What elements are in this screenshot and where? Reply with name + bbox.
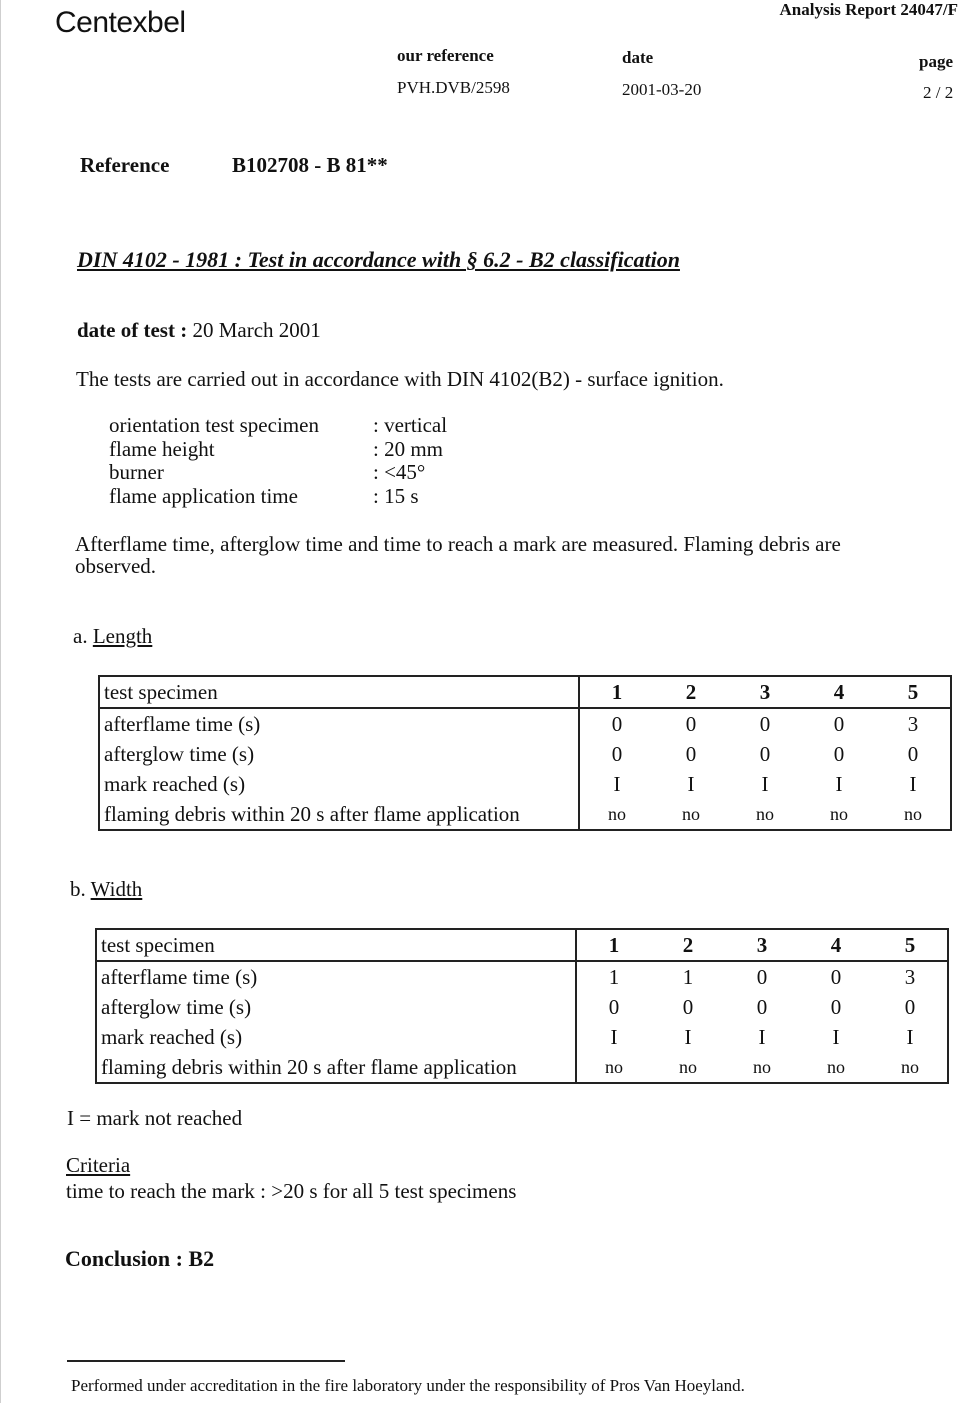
row-label: afterflame time (s) (96, 961, 576, 992)
cell: 0 (756, 965, 768, 989)
test-date-label: date of test : (77, 318, 188, 342)
cell: I (835, 772, 843, 796)
cell: I (613, 772, 621, 796)
date-value: 2001-03-20 (622, 80, 702, 99)
reference-value: B102708 - B 81** (232, 153, 388, 177)
conclusion: Conclusion : B2 (65, 1246, 215, 1271)
cell: no (827, 1057, 845, 1077)
cell: 0 (611, 742, 623, 766)
row-label: afterflame time (s) (99, 708, 579, 739)
cell: no (608, 804, 626, 824)
table-header-row (96, 929, 948, 961)
length-results-table (98, 675, 952, 831)
test-date-value: 20 March 2001 (192, 318, 321, 342)
report-title: Analysis Report 24047/F (779, 0, 958, 19)
section-length-prefix: a. (73, 624, 88, 648)
cell: 0 (682, 995, 694, 1019)
cell: 1 (682, 965, 694, 989)
cell: 0 (833, 712, 845, 736)
header-col: 5 (876, 676, 951, 708)
cell: I (758, 1025, 766, 1049)
cell: no (756, 804, 774, 824)
table-row (96, 961, 948, 992)
cell: 0 (756, 995, 768, 1019)
header-col: 2 (654, 676, 728, 708)
parameter-name: flame application time (109, 484, 298, 508)
header-col: 1 (576, 929, 651, 961)
intro-text: The tests are carried out in accordance with DIN 4102(B2) - surface ignition. (76, 367, 724, 391)
cell: I (610, 1025, 618, 1049)
parameter-name: flame height (109, 437, 215, 461)
cell: 0 (611, 712, 623, 736)
cell: I (906, 1025, 914, 1049)
parameter-row (109, 460, 425, 485)
cell: no (605, 1057, 623, 1077)
cell: no (830, 804, 848, 824)
page-number: 2 / 2 (923, 83, 954, 102)
cell: 0 (685, 712, 697, 736)
company-logo: Centexbel (55, 6, 186, 39)
section-length-heading (73, 624, 152, 649)
section-width-prefix: b. (70, 877, 86, 901)
parameter-value: : <45° (373, 460, 426, 484)
header-col: 3 (725, 929, 799, 961)
cell: no (901, 1057, 919, 1077)
width-results-table (95, 928, 949, 1084)
row-label: flaming debris within 20 s after flame application (99, 799, 579, 830)
legend-note: I = mark not reached (67, 1106, 243, 1130)
row-label: flaming debris within 20 s after flame application (96, 1052, 576, 1083)
row-label: afterglow time (s) (99, 739, 579, 769)
criteria-text: time to reach the mark : >20 s for all 5 test specimens (66, 1179, 517, 1203)
parameter-name: orientation test specimen (109, 413, 319, 437)
cell: 3 (904, 965, 916, 989)
cell: 1 (608, 965, 620, 989)
section-length-title: Length (92, 624, 153, 648)
header-col: 4 (802, 676, 876, 708)
table-row (99, 708, 951, 739)
cell: 0 (759, 712, 771, 736)
cell: 0 (833, 742, 845, 766)
cell: 0 (759, 742, 771, 766)
header-col: 5 (873, 929, 948, 961)
our-reference-label: our reference (397, 46, 494, 65)
page-label: page (919, 52, 953, 71)
measurement-text-line-2: observed. (75, 554, 157, 578)
reference-label: Reference (80, 153, 170, 177)
table-row (96, 1052, 948, 1083)
header-label: test specimen (99, 676, 579, 708)
footer-note: Performed under accreditation in the fire laboratory under the responsibility of Pros Van Hoeyland. (71, 1376, 745, 1395)
parameter-row (109, 413, 447, 438)
section-width-title: Width (90, 877, 143, 901)
table-row (96, 1022, 948, 1052)
row-label: mark reached (s) (99, 769, 579, 799)
row-label: afterglow time (s) (96, 992, 576, 1022)
parameter-value: : 20 mm (373, 437, 444, 461)
cell: 0 (830, 995, 842, 1019)
parameter-name: burner (109, 460, 164, 484)
standard-title: DIN 4102 - 1981 : Test in accordance with § 6.2 - B2 classification (77, 247, 680, 272)
cell: 0 (907, 742, 919, 766)
cell: 0 (685, 742, 697, 766)
criteria-heading: Criteria (66, 1153, 131, 1177)
header-col: 3 (728, 676, 802, 708)
parameter-row (109, 437, 443, 462)
table-row (99, 799, 951, 830)
cell: no (753, 1057, 771, 1077)
cell: I (684, 1025, 692, 1049)
table-row (96, 992, 948, 1022)
section-width-heading (70, 877, 142, 902)
parameter-row (109, 484, 419, 509)
cell: 3 (907, 712, 919, 736)
cell: I (687, 772, 695, 796)
date-label: date (622, 48, 654, 67)
parameter-value: : vertical (373, 413, 448, 437)
cell: 0 (608, 995, 620, 1019)
header-label: test specimen (96, 929, 576, 961)
measurement-text-line-1: Afterflame time, afterglow time and time to reach a mark are measured. Flaming debris are (75, 532, 841, 556)
parameter-value: : 15 s (373, 484, 419, 508)
row-label: mark reached (s) (96, 1022, 576, 1052)
table-row (99, 739, 951, 769)
cell: 0 (830, 965, 842, 989)
header-col: 4 (799, 929, 873, 961)
table-header-row (99, 676, 951, 708)
cell: I (909, 772, 917, 796)
footer-divider (67, 1360, 345, 1362)
our-reference-value: PVH.DVB/2598 (397, 78, 510, 97)
header-col: 1 (579, 676, 654, 708)
test-date (77, 318, 321, 343)
cell: no (682, 804, 700, 824)
header-col: 2 (651, 929, 725, 961)
cell: I (761, 772, 769, 796)
cell: I (832, 1025, 840, 1049)
cell: 0 (904, 995, 916, 1019)
cell: no (679, 1057, 697, 1077)
table-row (99, 769, 951, 799)
cell: no (904, 804, 922, 824)
